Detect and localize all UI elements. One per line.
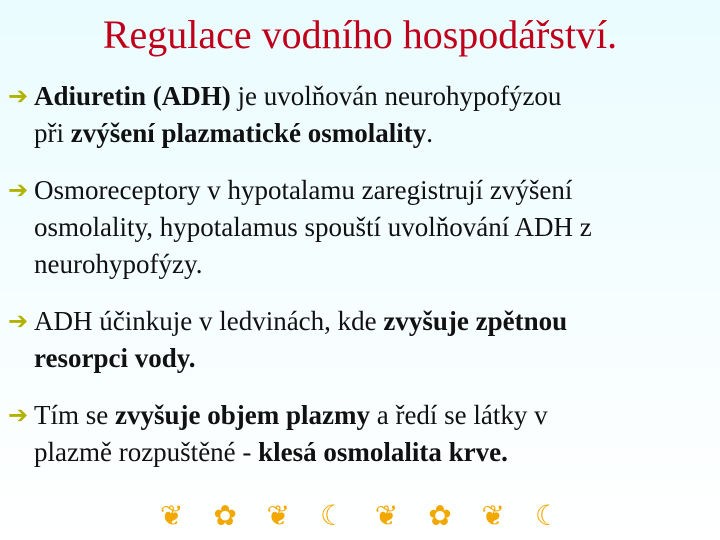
bullet-text: zvyšuje zpětnou xyxy=(383,306,568,336)
ornament-icon: ✿ xyxy=(428,498,452,532)
ornament-icon: ☾ xyxy=(534,498,560,532)
bullet-1-line-1 xyxy=(34,78,708,115)
bullet-text: zvyšuje objem plazmy xyxy=(115,400,370,430)
ornament-icon: ☾ xyxy=(319,498,346,532)
bullet-2-line-2: osmolality, hypotalamus spouští uvolňování ADH z xyxy=(34,212,592,242)
bullet-3-line-2: resorpci vody. xyxy=(34,343,196,373)
bullet-2 xyxy=(8,172,708,283)
bullet-text: ADH účinkuje v ledvinách, kde xyxy=(34,306,384,336)
ornament-icon: ✿ xyxy=(213,498,237,532)
ornament-icon: ❦ xyxy=(266,498,291,532)
bullet-text: je uvolňován neurohypofýzou xyxy=(237,81,562,111)
bullet-text: klesá osmolalita krve. xyxy=(258,437,508,467)
bullet-2-line-1: Osmoreceptory v hypotalamu zaregistrují zvýšení xyxy=(34,175,573,205)
slide-title: Regulace vodního hospodářství. xyxy=(102,12,618,57)
bullet-text: zvýšení plazmatické osmolality xyxy=(70,118,427,148)
arrow-right-icon: ➔ xyxy=(8,176,29,204)
bullet-1 xyxy=(8,78,708,152)
bullet-text: Adiuretin (ADH) xyxy=(34,81,238,111)
bullet-4-line-2 xyxy=(34,434,708,471)
ornament-icon: ❦ xyxy=(374,498,399,532)
bullet-2-line-3: neurohypofýzy. xyxy=(34,249,203,279)
bullet-text: . xyxy=(426,118,433,148)
arrow-right-icon: ➔ xyxy=(8,401,29,429)
bullet-4 xyxy=(8,397,708,471)
arrow-right-icon: ➔ xyxy=(8,82,29,110)
ornament-icon: ❦ xyxy=(160,498,184,532)
bullet-4-line-1 xyxy=(34,397,708,434)
ornament-row xyxy=(160,498,560,532)
bullet-list xyxy=(8,78,708,471)
bullet-3 xyxy=(8,303,708,377)
ornament-icon: ❦ xyxy=(481,498,505,532)
bullet-text: plazmě rozpuštěné - xyxy=(34,437,259,467)
bullet-1-line-2 xyxy=(34,115,708,152)
bullet-text: při xyxy=(34,118,71,148)
bullet-3-line-1 xyxy=(34,303,708,340)
arrow-right-icon: ➔ xyxy=(8,307,29,335)
bullet-text: a ředí se látky v xyxy=(369,400,548,430)
bullet-text: Tím se xyxy=(34,400,115,430)
